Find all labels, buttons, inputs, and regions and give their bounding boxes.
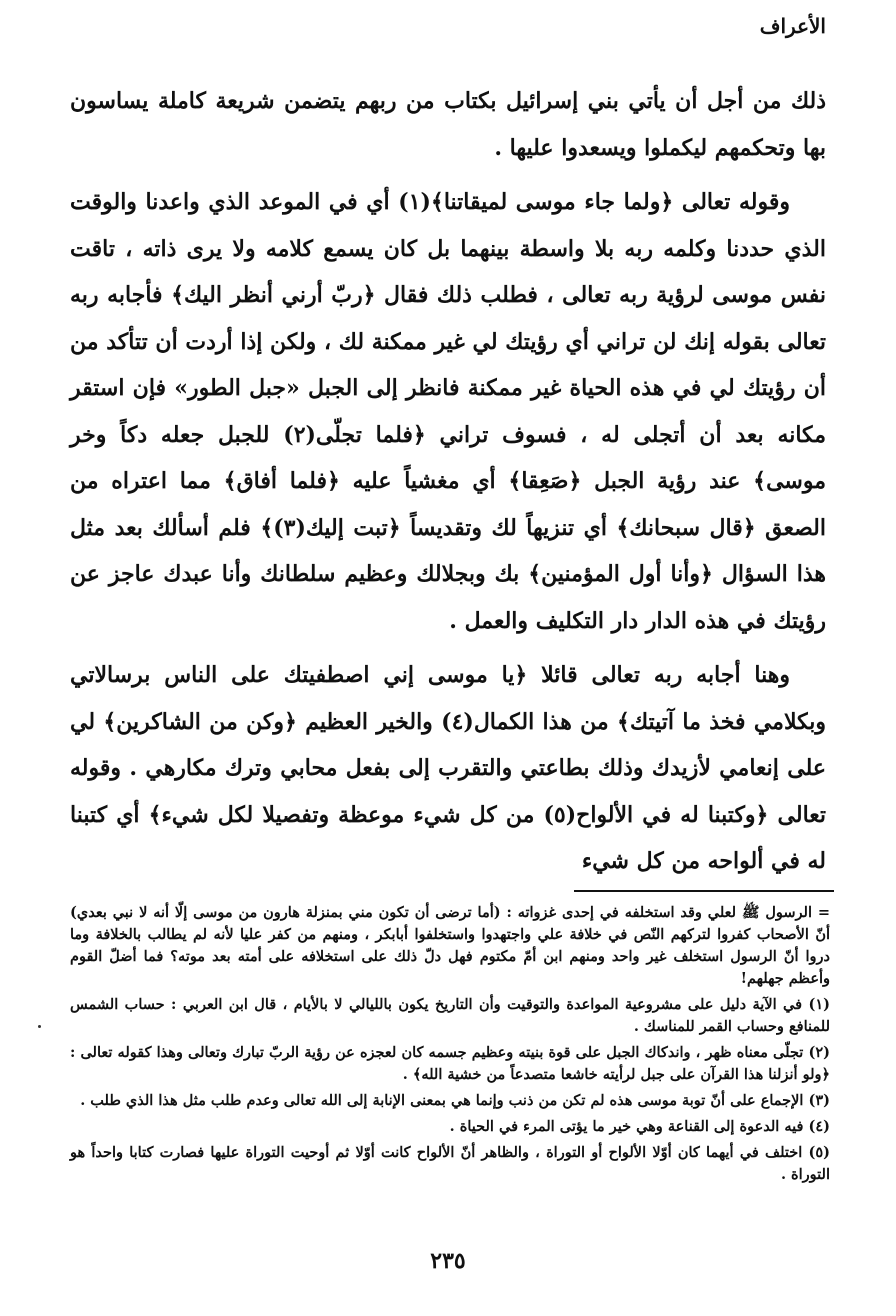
footnote: (١) في الآية دليل على مشروعية المواعدة والتوقيت وأن التاريخ يكون بالليالي لا بالأيام ، قال ابن العربي : حساب الشمس للمنافع وحساب القمر للمناسك . [70,996,830,1035]
footnote: (٥) اختلف في أيهما كان أوّلا الألواح أو التوراة ، والظاهر أنّ الألواح كانت أوّلا ثم أوحيت التوراة عليها فصارت كتابا واحداً هو التوراة . [70,1144,830,1183]
footnote: = الرسول ﷺ لعلي وقد استخلفه في إحدى غزواته : (أما ترضى أن تكون مني بمنزلة هارون من موسى إلّا أنه لا نبي بعدي) أنّ الأصحاب كفروا لتركهم النّص في خلافة علي واجتهدوا واستخلفوا أبابكر ، ومنهم من كفر عليا لأنه لم يطالب بالخلافة وما دروا أنّ الرسول استخلف غير واحد ومنهم ابن أمّ مكتوم فهل دلّ ذلك على استخلافه على أمته بعد موته؟ فما أضلّ القوم وأعظم جهلهم! [70,904,830,987]
paragraph: وهنا أجابه ربه تعالى قائلا ﴿يا موسى إني اصطفيتك على الناس برسالاتي وبكلامي فخذ ما آتيتك﴾ من هذا الكمال(٤) والخير العظيم ﴿وكن من الشاكرين﴾ لي على إنعامي لأزيدك وذلك بطاعتي والتقرب إلى بفعل محابي وترك مكارهي . وقوله تعالى ﴿وكتبنا له في الألواح(٥) من كل شيء موعظة وتفصيلا لكل شيء﴾ أي كتبنا له في ألواحه من كل شيء [70,662,827,874]
surah-header: الأعراف [759,14,826,38]
scan-speck [38,1025,41,1028]
page-number: ٢٣٥ [430,1248,466,1274]
footnote-separator [574,890,834,892]
paragraph: ذلك من أجل أن يأتي بني إسرائيل بكتاب من ربهم يتضمن شريعة كاملة يساسون بها وتحكمهم ليكملوا ويسعدوا عليها . [70,88,826,161]
main-text [70,78,826,893]
footnotes [70,902,830,1190]
paragraph: وقوله تعالى ﴿ولما جاء موسى لميقاتنا﴾(١) أي في الموعد الذي واعدنا والوقت الذي حددنا وكلمه ربه بلا واسطة بينهما بل كان يسمع كلامه ولا يرى ذاته ، تاقت نفس موسى لرؤية ربه تعالى ، فطلب ذلك فقال ﴿ربّ أرني أنظر اليك﴾ فأجابه ربه تعالى بقوله إنك لن تراني أي رؤيتك لي غير ممكنة لك ، ولكن إذا أردت أن تتأكد من أن رؤيتك لي في هذه الحياة غير ممكنة فانظر إلى الجبل «جبل الطور» فإن استقر مكانه بعد أن أتجلى له ، فسوف تراني ﴿فلما تجلّى(٢) للجبل جعله دكاً وخر موسى﴾ عند رؤية الجبل ﴿صَعِقا﴾ أي مغشياً عليه ﴿فلما أفاق﴾ مما اعتراه من الصعق ﴿قال سبحانك﴾ أي تنزيهاً لك وتقديساً ﴿تبت إليك(٣)﴾ فلم أسألك بعد مثل هذا السؤال ﴿وأنا أول المؤمنين﴾ بك وبجلالك وعظيم سلطانك وأنا عبدك عاجز عن رؤيتك في هذه الدار دار التكليف والعمل . [70,189,826,634]
footnote: (٣) الإجماع على أنّ توبة موسى هذه لم تكن من ذنب وإنما هي بمعنى الإنابة إلى الله تعالى وعدم طلب مثل هذا الذي طلب . [80,1092,830,1109]
footnote: (٢) تجلّى معناه ظهر ، واندكاك الجبل على قوة بنيته وعظيم جسمه كان لعجزه عن رؤية الربّ تبارك وتعالى وهذا كقوله تعالى : ﴿ولو أنزلنا هذا القرآن على جبل لرأيته خاشعا متصدعاً من خشية الله﴾ . [70,1044,830,1083]
footnote: (٤) فيه الدعوة إلى القناعة وهي خير ما يؤتى المرء في الحياة . [449,1118,830,1135]
